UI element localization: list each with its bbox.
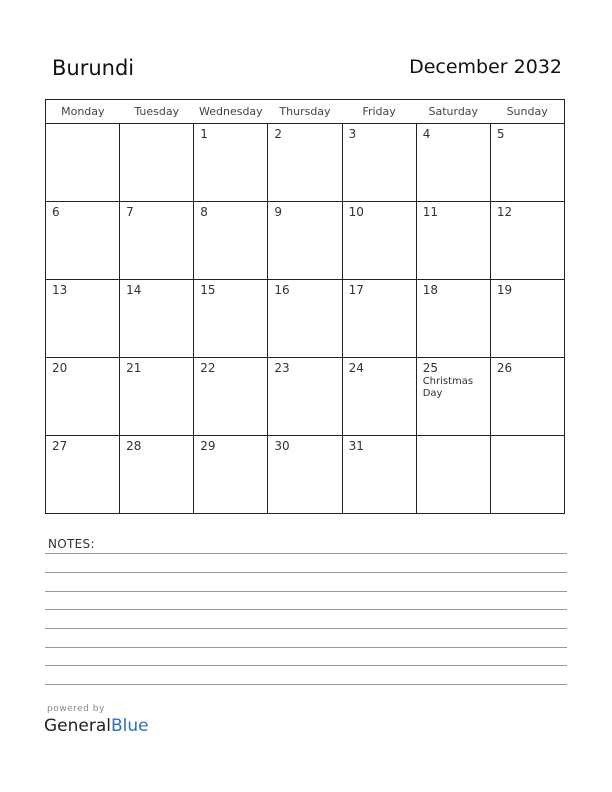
day-number: 7 — [126, 205, 134, 219]
note-line — [45, 572, 567, 573]
week-row — [46, 124, 565, 202]
day-cell — [268, 280, 342, 358]
day-number: 15 — [200, 283, 216, 297]
day-number: 20 — [52, 361, 68, 375]
day-cell — [46, 124, 120, 202]
day-cell — [490, 202, 564, 280]
day-cell — [416, 124, 490, 202]
day-cell — [342, 358, 416, 436]
note-line — [45, 647, 567, 648]
week-row — [46, 436, 565, 514]
day-number: 30 — [274, 439, 290, 453]
calendar-month-title: December 2032 — [409, 56, 562, 78]
day-cell — [416, 358, 490, 436]
weekday-header: Tuesday — [120, 100, 194, 124]
day-cell — [46, 202, 120, 280]
note-line — [45, 591, 567, 592]
weekday-header: Wednesday — [194, 100, 268, 124]
day-cell — [416, 280, 490, 358]
day-number: 13 — [52, 283, 68, 297]
day-cell — [490, 358, 564, 436]
weekday-header: Friday — [342, 100, 416, 124]
weekday-header: Monday — [46, 100, 120, 124]
day-cell — [194, 124, 268, 202]
day-cell — [490, 124, 564, 202]
day-cell — [268, 202, 342, 280]
note-line — [45, 684, 567, 685]
notes-label: NOTES: — [48, 537, 95, 551]
day-number: 6 — [52, 205, 60, 219]
day-cell — [416, 436, 490, 514]
weekday-header-row — [46, 100, 565, 124]
day-number: 22 — [200, 361, 216, 375]
weekday-header: Sunday — [490, 100, 564, 124]
day-cell — [120, 280, 194, 358]
day-number: 27 — [52, 439, 68, 453]
brand-logo-general: General — [44, 716, 111, 736]
week-row — [46, 202, 565, 280]
note-line — [45, 665, 567, 666]
day-cell — [490, 280, 564, 358]
day-number: 26 — [496, 361, 513, 375]
day-number: 17 — [348, 283, 364, 297]
day-number: 12 — [496, 205, 513, 219]
weekday-header: Thursday — [268, 100, 342, 124]
day-cell — [46, 358, 120, 436]
day-cell — [194, 280, 268, 358]
day-cell — [490, 436, 564, 514]
day-cell — [268, 124, 342, 202]
note-line — [45, 553, 567, 554]
day-cell — [46, 280, 120, 358]
day-cell — [120, 358, 194, 436]
day-cell — [342, 436, 416, 514]
day-cell — [120, 436, 194, 514]
week-row — [46, 358, 565, 436]
day-number: 9 — [274, 205, 283, 219]
day-number: 5 — [496, 127, 505, 141]
day-cell — [120, 202, 194, 280]
brand-logo — [44, 716, 149, 736]
day-cell — [342, 280, 416, 358]
note-line — [45, 628, 567, 629]
day-number: 24 — [348, 361, 364, 375]
day-number: 3 — [348, 127, 357, 141]
day-number: 19 — [496, 283, 513, 297]
day-number: 2 — [274, 127, 283, 141]
day-number: 31 — [348, 439, 364, 453]
day-cell — [120, 124, 194, 202]
calendar-country-title: Burundi — [52, 56, 135, 80]
note-line — [45, 609, 567, 610]
day-cell — [194, 436, 268, 514]
calendar-grid — [45, 99, 565, 514]
day-cell — [268, 358, 342, 436]
day-number: 4 — [422, 127, 431, 141]
powered-by-text: powered by — [47, 704, 105, 714]
day-cell — [342, 124, 416, 202]
day-cell — [416, 202, 490, 280]
day-number: 8 — [200, 205, 208, 219]
day-number: 28 — [126, 439, 142, 453]
day-cell — [194, 358, 268, 436]
day-number: 16 — [274, 283, 290, 297]
day-number: 10 — [348, 205, 364, 219]
day-number: 29 — [200, 439, 216, 453]
day-cell — [342, 202, 416, 280]
day-cell — [194, 202, 268, 280]
holiday-label: Christmas Day — [422, 376, 474, 399]
day-number: 14 — [126, 283, 142, 297]
day-number: 11 — [422, 205, 438, 219]
day-cell — [46, 436, 120, 514]
day-number: 25 — [422, 361, 438, 375]
day-number: 21 — [126, 361, 142, 375]
day-number: 23 — [274, 361, 290, 375]
day-number: 1 — [200, 127, 208, 141]
day-number: 18 — [422, 283, 438, 297]
brand-logo-blue: Blue — [111, 716, 149, 736]
week-row — [46, 280, 565, 358]
weekday-header: Saturday — [416, 100, 490, 124]
day-cell — [268, 436, 342, 514]
